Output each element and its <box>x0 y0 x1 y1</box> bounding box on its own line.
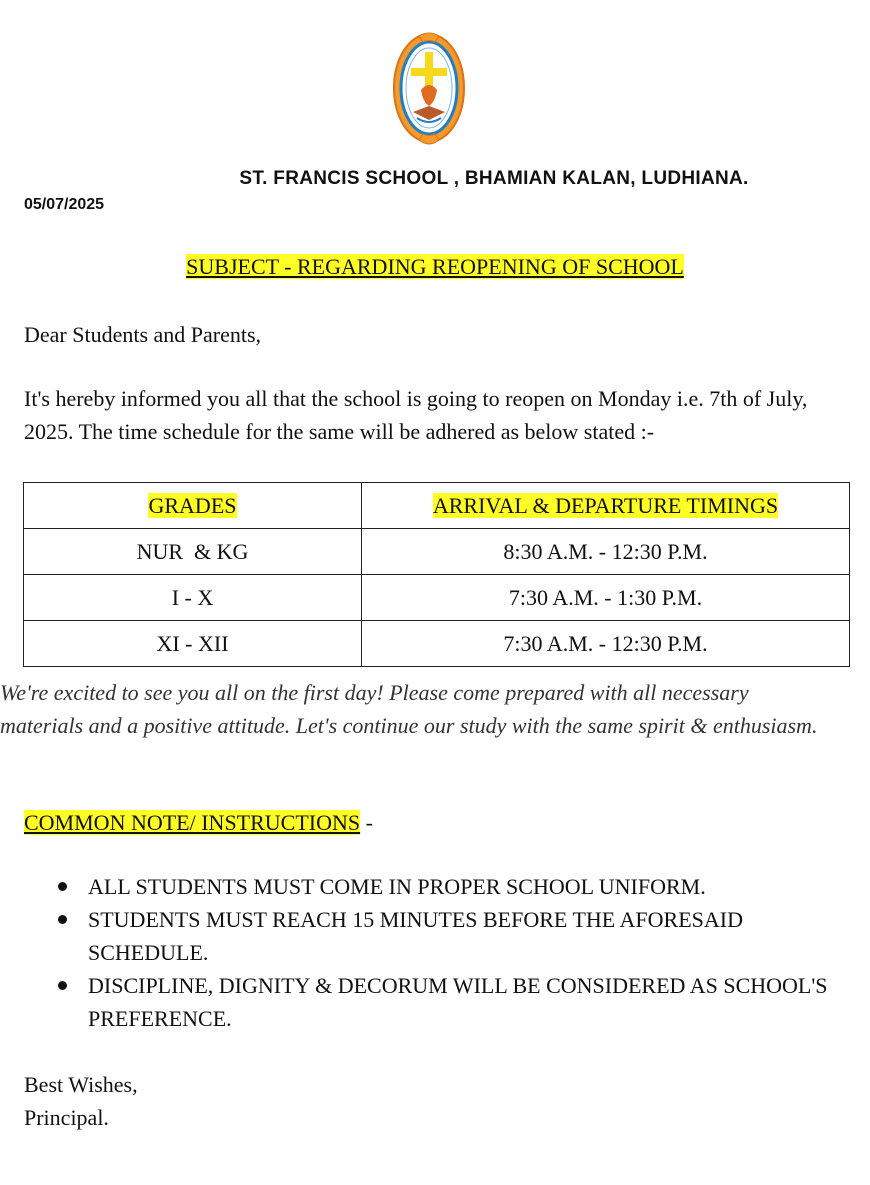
bullet-icon <box>58 981 67 990</box>
instruction-text: DISCIPLINE, DIGNITY & DECORUM WILL BE CONSIDERED AS SCHOOL'S PREFERENCE. <box>88 973 828 1031</box>
grade-cell: I - X <box>24 575 362 621</box>
subject-line <box>0 254 870 280</box>
table-row <box>24 529 850 575</box>
notes-title: COMMON NOTE/ INSTRUCTIONS <box>24 810 361 835</box>
list-item <box>58 903 848 969</box>
grade-cell: NUR & KG <box>24 529 362 575</box>
instruction-list <box>58 870 848 1035</box>
bullet-icon <box>58 915 67 924</box>
list-item <box>58 969 848 1035</box>
table-header-row <box>24 483 850 529</box>
best-wishes: Best Wishes, <box>24 1072 138 1097</box>
letter-date: 05/07/2025 <box>24 196 105 213</box>
header-timings: ARRIVAL & DEPARTURE TIMINGS <box>432 492 779 518</box>
signature: Principal. <box>24 1105 109 1130</box>
timing-cell: 7:30 A.M. - 12:30 P.M. <box>362 621 850 667</box>
closing-message: We're excited to see you all on the first day! Please come prepared with all necessary materials and a positive attitude. Let's continue our study with the same spirit & enthusiasm. <box>0 680 818 738</box>
header-grades: GRADES <box>148 492 237 518</box>
timing-cell: 7:30 A.M. - 1:30 P.M. <box>362 575 850 621</box>
intro-paragraph: It's hereby informed you all that the school is going to reopen on Monday i.e. 7th of July, 2025. The time schedule for the same will be adhered as below stated :- <box>24 386 808 444</box>
greeting: Dear Students and Parents, <box>24 322 262 347</box>
table-row <box>24 621 850 667</box>
table-header <box>24 483 362 529</box>
notes-heading <box>24 806 373 839</box>
instruction-text: ALL STUDENTS MUST COME IN PROPER SCHOOL UNIFORM. <box>88 874 706 899</box>
table-header <box>362 483 850 529</box>
bullet-icon <box>58 882 67 891</box>
list-item <box>58 870 848 903</box>
school-crest-logo <box>391 30 467 148</box>
table-row <box>24 575 850 621</box>
school-name: ST. FRANCIS SCHOOL , BHAMIAN KALAN, LUDHIANA. <box>239 168 749 189</box>
grade-cell: XI - XII <box>24 621 362 667</box>
schedule-table <box>23 482 850 667</box>
timing-cell: 8:30 A.M. - 12:30 P.M. <box>362 529 850 575</box>
subject-text: SUBJECT - REGARDING REOPENING OF SCHOOL <box>186 254 684 279</box>
instruction-text: STUDENTS MUST REACH 15 MINUTES BEFORE THE AFORESAID SCHEDULE. <box>88 907 743 965</box>
notes-suffix: - <box>360 810 373 835</box>
